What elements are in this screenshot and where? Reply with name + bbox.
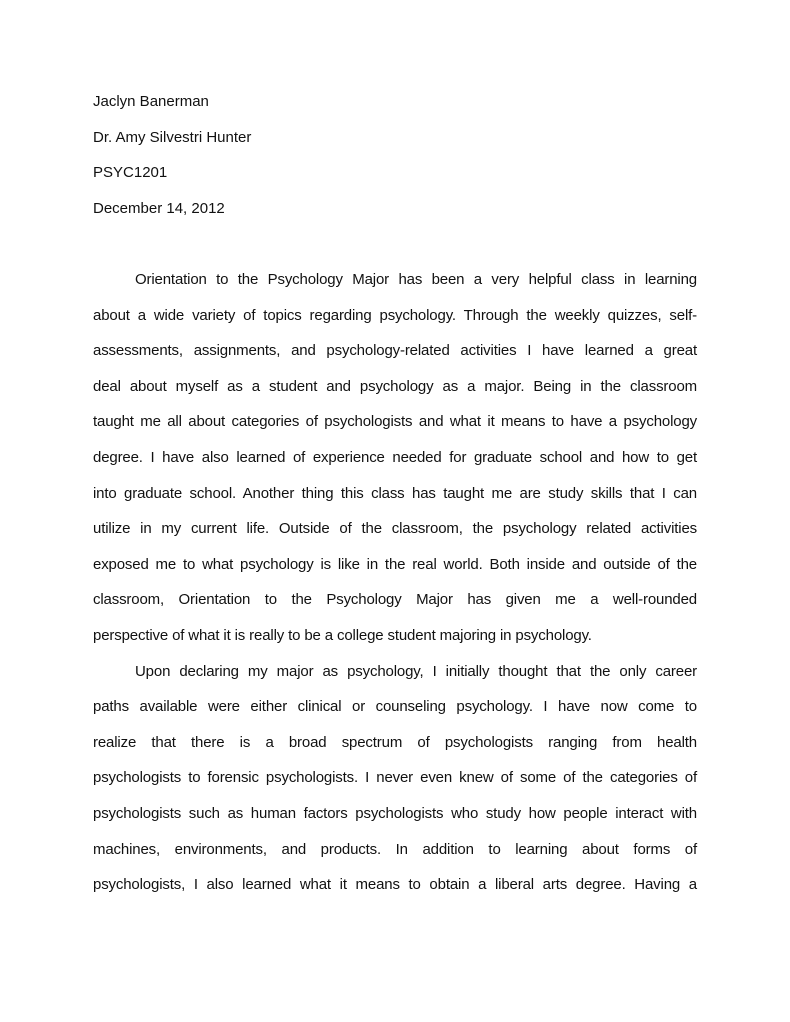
paragraph-line: about a wide variety of topics regarding psychology. Through the weekly quizzes, self- xyxy=(93,306,697,324)
paragraph-line: deal about myself as a student and psychology as a major. Being in the classroom xyxy=(93,377,697,395)
paragraph-line: exposed me to what psychology is like in the real world. Both inside and outside of the xyxy=(93,555,697,573)
paragraph-2 xyxy=(93,662,697,911)
paragraph-line: into graduate school. Another thing this class has taught me are study skills that I can xyxy=(93,484,697,502)
paragraph-line: classroom, Orientation to the Psychology Major has given me a well-rounded xyxy=(93,591,697,609)
document-date: December 14, 2012 xyxy=(93,199,225,217)
document-body xyxy=(93,270,697,911)
paragraph-line: machines, environments, and products. In addition to learning about forms of xyxy=(93,840,697,858)
paragraph-1 xyxy=(93,270,697,662)
paragraph-line: realize that there is a broad spectrum of psychologists ranging from health xyxy=(93,733,697,751)
paragraph-line: perspective of what it is really to be a college student majoring in psychology. xyxy=(93,626,592,644)
paragraph-line: utilize in my current life. Outside of the classroom, the psychology related activities xyxy=(93,520,697,538)
document-header xyxy=(93,92,697,234)
author-name: Jaclyn Banerman xyxy=(93,93,209,110)
paragraph-line: assessments, assignments, and psychology-related activities I have learned a great xyxy=(93,342,697,360)
paragraph-line: Orientation to the Psychology Major has been a very helpful class in learning xyxy=(135,271,697,288)
paragraph-line: psychologists such as human factors psychologists who study how people interact with xyxy=(93,804,697,822)
paragraph-line: paths available were either clinical or counseling psychology. I have now come to xyxy=(93,698,697,716)
paragraph-line: psychologists, I also learned what it means to obtain a liberal arts degree. Having a xyxy=(93,876,697,894)
course-code: PSYC1201 xyxy=(93,164,168,182)
instructor-name: Dr. Amy Silvestri Hunter xyxy=(93,128,252,146)
paragraph-line: taught me all about categories of psychologists and what it means to have a psychology xyxy=(93,413,697,431)
paragraph-line: psychologists to forensic psychologists. I never even knew of some of the categories of xyxy=(93,769,697,787)
paragraph-line: degree. I have also learned of experience needed for graduate school and how to get xyxy=(93,448,697,466)
paragraph-line: Upon declaring my major as psychology, I initially thought that the only career xyxy=(135,662,697,680)
